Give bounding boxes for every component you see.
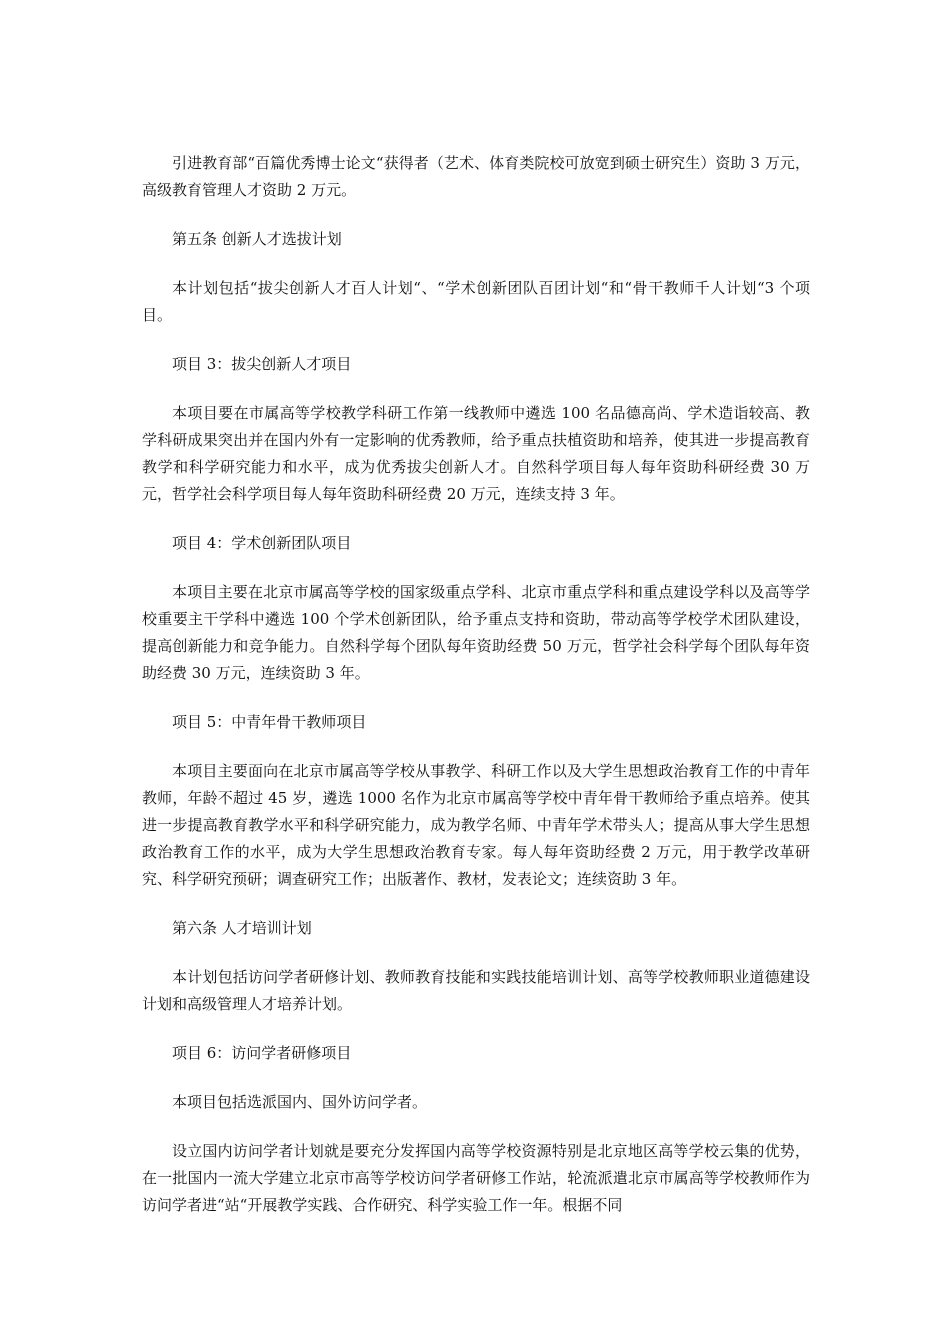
paragraph-project-4: 本项目主要在北京市属高等学校的国家级重点学科、北京市重点学科和重点建设学科以及高等学校重要主干学科中遴选 100 个学术创新团队，给予重点支持和资助，带动高等学校学术团队建设，提高创新能力和竞争能力。自然科学每个团队每年资助经费 50 万元，哲学社会科学每个团队每年资助经费 30 万元，连续资助 3 年。 <box>142 583 810 682</box>
paragraph-project-6-scope: 本项目包括选派国内、国外访问学者。 <box>172 1093 428 1111</box>
article-6-heading: 第六条 人才培训计划 <box>172 919 312 937</box>
project-5-heading: 项目 5：中青年骨干教师项目 <box>172 713 367 731</box>
project-3-heading: 项目 3：拔尖创新人才项目 <box>172 355 352 373</box>
project-4-heading: 项目 4：学术创新团队项目 <box>172 534 352 552</box>
project-6-heading: 项目 6：访问学者研修项目 <box>172 1044 352 1062</box>
article-5-heading: 第五条 创新人才选拔计划 <box>172 230 342 248</box>
paragraph-intro-funding: 引进教育部“百篇优秀博士论文“获得者（艺术、体育类院校可放宽到硕士研究生）资助 3 万元，高级教育管理人才资助 2 万元。 <box>142 154 810 199</box>
paragraph-project-3: 本项目要在市属高等学校教学科研工作第一线教师中遴选 100 名品德高尚、学术造诣较高、教学科研成果突出并在国内外有一定影响的优秀教师，给予重点扶植资助和培养，使其进一步提高教育教学和科学研究能力和水平，成为优秀拔尖创新人才。自然科学项目每人每年资助科研经费 30 万元，哲学社会科学项目每人每年资助科研经费 20 万元，连续支持 3 年。 <box>142 404 810 503</box>
document-body <box>142 150 810 1241</box>
paragraph-article-5-scope: 本计划包括“拔尖创新人才百人计划“、“学术创新团队百团计划“和“骨干教师千人计划“3 个项目。 <box>142 279 810 324</box>
paragraph-domestic-visiting-scholars: 设立国内访问学者计划就是要充分发挥国内高等学校资源特别是北京地区高等学校云集的优势，在一批国内一流大学建立北京市高等学校访问学者研修工作站，轮流派遣北京市属高等学校教师作为访问学者进“站“开展教学实践、合作研究、科学实验工作一年。根据不同 <box>142 1142 810 1214</box>
paragraph-project-5: 本项目主要面向在北京市属高等学校从事教学、科研工作以及大学生思想政治教育工作的中青年教师，年龄不超过 45 岁，遴选 1000 名作为北京市属高等学校中青年骨干教师给予重点培养。使其进一步提高教育教学水平和科学研究能力，成为教学名师、中青年学术带头人；提高从事大学生思想政治教育工作的水平，成为大学生思想政治教育专家。每人每年资助经费 2 万元，用于教学改革研究、科学研究预研；调查研究工作；出版著作、教材，发表论文；连续资助 3 年。 <box>142 762 810 888</box>
paragraph-article-6-scope: 本计划包括访问学者研修计划、教师教育技能和实践技能培训计划、高等学校教师职业道德建设计划和高级管理人才培养计划。 <box>142 968 810 1013</box>
